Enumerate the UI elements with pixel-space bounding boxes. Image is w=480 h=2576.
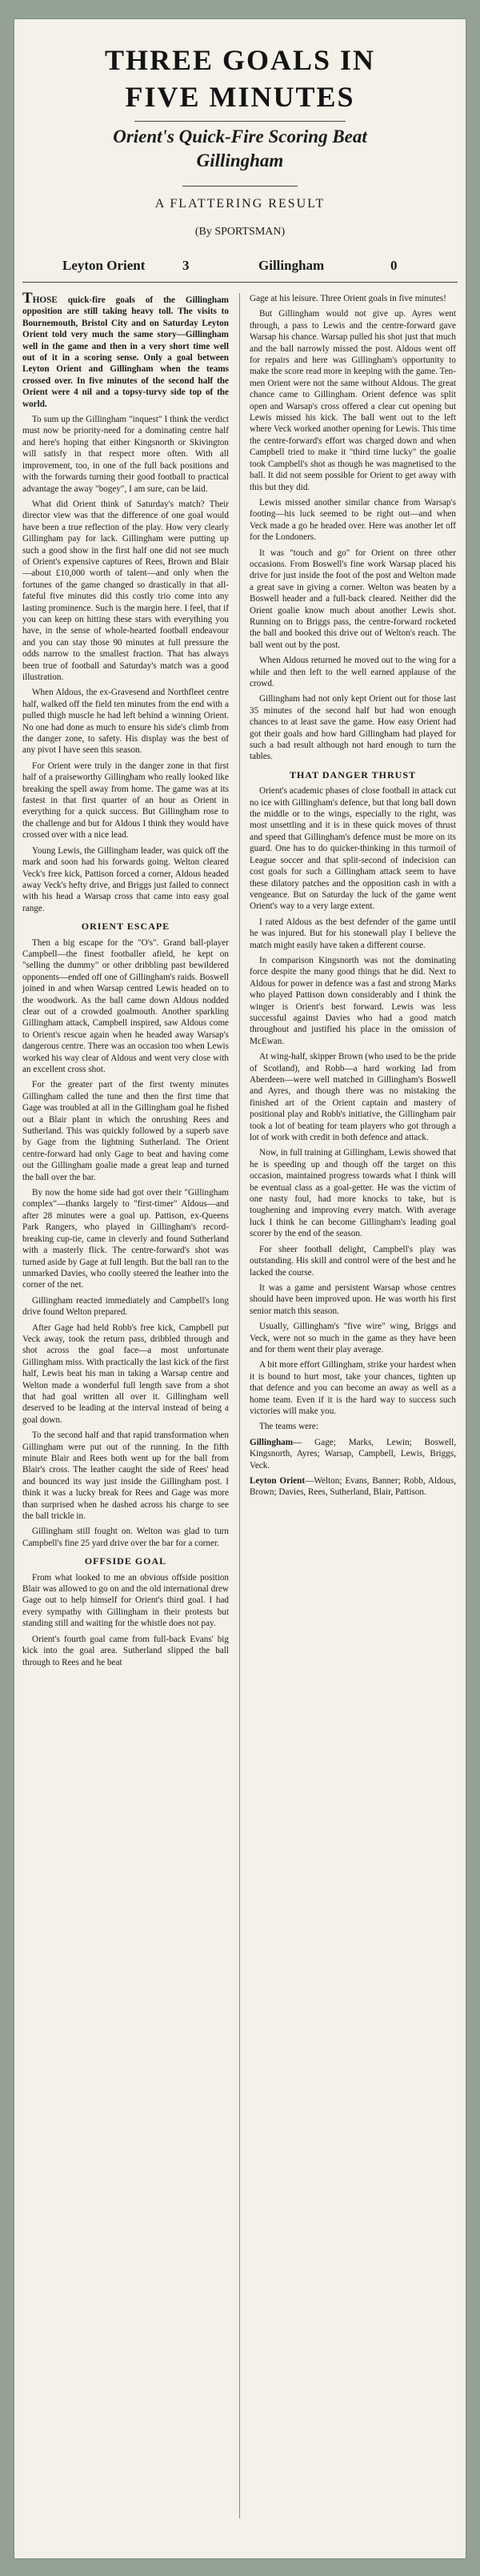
article-paragraph: After Gage had held Robb's free kick, Campbell put Veck away, took the return pass, dribbled through and shot across the goal face—a most unfortunate Gillingham miss. With practically the last kick of the first half, Lewis beat his man in taking a Warsap centre and Welton made a wonderful full length save from a shot that had goal written all over it. Gillingham well deserved to be leading at the interval instead of being a goal down. (22, 1322, 229, 1425)
subheadline-line-2: Gillingham (196, 150, 284, 171)
byline: (By SPORTSMAN) (194, 226, 286, 238)
article-paragraph: Gillingham still fought on. Welton was glad to turn Campbell's fine 25 yard drive over the bar for a corner. (22, 1527, 229, 1548)
article-paragraph: In comparison Kingsnorth was not the dominating force despite the many good things that he did. Next to Aldous for power in defence was a fast and strong Marks who played Pattison down considerably and I think the winger is Orient's best forward. Lewis was less successful against Davies who had a good match throughout and justified his place in the omission of McEwan. (250, 955, 456, 1046)
score-rule (22, 282, 458, 283)
team-list-gillingham (250, 1437, 456, 1471)
article-paragraph: From what looked to me an obvious offside position Blair was allowed to go on and the old international drew Gage out to help himself for Orient's third goal. I had every sympathy with Gillingham in their protests but standing still and waiting for the whistle does not pay. (22, 1572, 229, 1629)
article-paragraph: Gage at his leisure. Three Orient goals in five minutes! (250, 294, 446, 303)
article-paragraph: A bit more effort Gillingham, strike your hardest when it is bound to hurt most, take your chances, tighten up that defence and you can become an away as well as a home team. Even if it is the hard way to success such victories will make you. (250, 1360, 456, 1416)
headline-line-1: THREE GOALS IN (104, 44, 376, 76)
article-paragraph: It was a game and persistent Warsap whose centres should have been improved upon. He was worth his first senior match this season. (250, 1282, 456, 1316)
subheadline-rule (182, 186, 298, 187)
article-paragraph: Now, in full training at Gillingham, Lewis showed that he is speeding up and though off the target on this occasion, maintained progress towards what I think will be eventual class as a goal-getter. He was the victim of one nasty foul, had more knocks to take, but is toughening and improving every match. With average luck I think he can become Gillingham's leading goal scorer by the end of the season. (250, 1148, 456, 1239)
team-players: —Welton; Evans, Banner; Robb, Aldous, Brown; Davies, Rees, Sutherland, Blair, Pattison. (250, 1476, 456, 1498)
lead-text: HOSE quick-fire goals of the Gillingham opposition are still taking heavy toll. The visits to Bournemouth, Bristol City and on Saturday Leyton Orient told very much the same story—Gillingham well in the game and then in a very short time well out of it in a scoring sense. Only a goal between Leyton Orient and Gillingham when the teams crossed over. In five minutes of the second half the Orient were 4 nil and a topsy-turvy side top of the world. (22, 295, 229, 409)
team-players: — Gage; Marks, Lewin; Boswell, Kingsnorth, Ayres; Warsap, Campbell, Lewis, Briggs, Veck. (250, 1437, 456, 1471)
subheadline-line-1: Orient's Quick-Fire Scoring Beat (113, 126, 367, 146)
article-paragraph: Lewis missed another similar chance from Warsap's footing—his luck seemed to be right out—and when Veck made a go he headed over. Here was another let off for the Londoners. (250, 497, 456, 543)
article-paragraph: By now the home side had got over their "Gillingham complex"—thanks largely to "first-timer" Aldous—and after 28 minutes were a goal up. Pattison, ex-Queens Park Rangers, who played in Gillingham's record-breaking cup-tie, came in cleverly and found Sutherland with a masterly flick. The centre-forward's shot was turned aside by Gage at full length. But the ball ran to the unmarked Davies, who coolly steered the leather into the corner of the net. (22, 1188, 229, 1290)
article-paragraph: For sheer football delight, Campbell's play was outstanding. His skill and control were of the best and he lacked the course. (250, 1244, 456, 1278)
section-heading: THAT DANGER THRUST (289, 768, 417, 780)
article-paragraph: When Aldous returned he moved out to the wing for a while and then left to the well earned applause of the crowd. (250, 656, 456, 688)
score-home-team: Leyton Orient (62, 258, 146, 273)
left-column (22, 290, 229, 1672)
article-paragraph: To the second half and that rapid transformation when Gillingham were put out of the running. In the fifth minute Blair and Rees both went up for the ball from Blair's cross. The leather caught the side of Rees' head and bounced its way just inside the Gillingham post. I think it was a lucky break for Rees and Gage was more than surprised when he dashed across his charge to see the ball trickle in. (22, 1430, 229, 1522)
article-paragraph: It was "touch and go" for Orient on three other occasions. From Boswell's fine work Warsap placed his drive for just inside the foot of the post and Welton made a great save in giving a corner. Welton was beaten by a Boswell header and a full-back cleared. Neither did the Orient goalie know much about another Lewis shot. Running on to Briggs pass, the centre-forward rocketed the ball and booked this drive out of Welton's reach. The ball went out by the post. (250, 548, 456, 650)
article-paragraph: For the greater part of the first twenty minutes Gillingham called the tune and then the first time that Gage was troubled at all in the Gillingham goal he fished out a Blair plant in which the onrushing Rees and Sutherland. This was quickly followed by a superb save by Gage from the lightning Sutherland. The Orient centre-forward had only Gage to beat and having come out the Gillingham goalie made a great leap and turned the ball over the bar. (22, 1080, 229, 1182)
headline (14, 42, 466, 115)
article-paragraph: For Orient were truly in the danger zone in that first half of a praiseworthy Gillingham who really looked like breaking the spell away from home. The game was at its fastest in that first quarter of an hour as Orient in everything for a quick success. But Gillingham rose to the challenge and but for Aldous I think they would have crossed over with a nice lead. (22, 760, 229, 841)
subheadline (14, 125, 466, 173)
article-paragraph: What did Orient think of Saturday's match? Their director view was that the difference of one goal would have been a true reflection of the play. How very clearly Gillingham pay for lack. Gillingham were putting up such a good show in the first half one did not see much of Orient's expensive captures of Rees, Brown and Blair—about £10,000 worth of talent—and only when the fortunes of the game changed so drastically in that all-fateful five minutes did this costly trio come into any lasting prominence. Such is the margin here. I feel, that if you can keep on hitting these stars with everything you have, in the sense of whole-hearted football endeavour and you can stay those 90 minutes at full pressure the odds narrow to the smallest fraction. That has always been true of football and Saturday's match was a good illustration. (22, 499, 229, 682)
lead-paragraph (22, 290, 229, 410)
column-divider (239, 293, 240, 2518)
right-column (250, 293, 456, 1503)
team-name: Leyton Orient (250, 1476, 306, 1486)
article-paragraph: Gillingham reacted immediately and Campbell's long drive found Welton prepared. (22, 1295, 229, 1318)
article-paragraph: Usually, Gillingham's "five wire" wing, Briggs and Veck, were not so much in the game as they have been and for them went their play average. (250, 1322, 456, 1354)
article-paragraph: But Gillingham would not give up. Ayres went through, a pass to Lewis and the centre-forward gave Warsap his chance. Warsap pulled his shot just that much and the ball narrowly missed the post. Aldous went off for repairs and here was Gillingham's opportunity to make the score read more in keeping with the game. Ten-men Orient were not the same without Aldous. The great chance came to Gillingham. Orient defence was split open and Warsap's cross offered a clear cut opening but Lewis missed his kick. The ball went out to the left where Veck worked another opening for Lewis. This time the centre-forward's effort was charged down and when Campbell tried to make it "third time lucky" the goalie took Campbell's shot as though he was magnetised to the ball. It did not seem possible for Orient to get away with this but they did. (250, 309, 456, 492)
article-paragraph: Young Lewis, the Gillingham leader, was quick off the mark and soon had his forwards going. Welton cleared Veck's free kick, Pattison forced a corner, Aldous headed away Veck's hefty drive, and Briggs just failed to connect with his head a Warsap cross that came into easy goal range. (22, 845, 229, 913)
headline-line-2: FIVE MINUTES (125, 81, 355, 113)
kicker: A FLATTERING RESULT (154, 197, 326, 211)
team-name: Gillingham (250, 1437, 294, 1447)
article-paragraph: When Aldous, the ex-Gravesend and Northfleet centre half, walked off the field ten minutes from the end with a pulled thigh muscle he had left behind a winning Orient. No one had done as much to ensure his side's climb from the danger zone, to safety. His display was the best of any pivot I have seen this season. (22, 688, 229, 756)
article-paragraph: Orient's fourth goal came from full-back Evans' big kick into the goal area. Sutherland slipped the ball through to Rees and he beat (22, 1634, 229, 1667)
article-paragraph: Then a big escape for the "O's". Grand ball-player Campbell—the finest footballer afield, he kept on "selling the dummy" or other dribbling past bewildered opponents—ended off one of Gillingham's raids. Boswell joined in and when Warsap centred Lewis headed on to the woodwork. As the ball came down Aldous nodded clear out of a crowded goalmouth. Another sparkling Gillingham attack, Campbell inspired, saw Aldous come to Orient's rescue again when he headed away Warsap's dangerous centre. There was an occasion too when Lewis worked his way clear of Aldous and went very close with an excellent cross shot. (22, 937, 229, 1074)
article-paragraph: The teams were: (259, 1422, 318, 1432)
section-heading: OFFSIDE GOAL (84, 1555, 167, 1567)
score-away-team: Gillingham (258, 258, 325, 273)
team-list-orient (250, 1475, 456, 1499)
article-paragraph: To sum up the Gillingham "inquest" I think the verdict must now be priority-need for a dominating centre half and here's hoping that either Kingsnorth or Skivington will satisfy in that respect more often. With all improvement, too, in one of the full back positions and with the forwards turning their good football to practical advantage the away "bogey", I am sure, can be laid. (22, 415, 229, 494)
headline-rule (134, 121, 346, 122)
drop-cap: T (22, 290, 33, 307)
section-heading: ORIENT ESCAPE (81, 921, 170, 933)
article-paragraph: Gillingham had not only kept Orient out for those last 35 minutes of the second half but had won enough chances to at least save the game. How easy Orient had got their goals and how hard Gillingham had played for such a bad result although not hard enough to turn the tables. (250, 694, 456, 762)
article-paragraph: I rated Aldous as the best defender of the game until he was injured. But for his stonewall play I believe the match might easily have taken a different course. (250, 917, 456, 950)
article-paragraph: At wing-half, skipper Brown (who used to be the pride of Scotland), and Robb—a hard working lad from Aberdeen—were well matched in Gillingham's Boswell and Ayres, and though there was no mistaking the finished art of the Orient captain and mastery of positional play and Robb's initiative, the Gillingham pair took a lot of beating for team players who got through a lot of work with credit in both defence and attack. (250, 1052, 456, 1143)
score-home-goals: 3 (182, 258, 190, 273)
article-paragraph: Orient's academic phases of close football in attack cut no ice with Gillingham's defence, but that long ball down the middle or to the wings, especially to the right, was most unsettling and it is in these quick moves of thrust and speed that Gillingham's defence must be more on its guard. One has to do quicker-thinking in this turmoil of League soccer and that split-second of indecision can cost goals for such a Gillingham attack seem to have these dilatory patches and the opposition cash in with a vengeance. But on Saturday the luck of the game went Orient's way to a very large extent. (250, 786, 456, 912)
score-away-goals: 0 (390, 258, 398, 273)
newspaper-clipping (14, 19, 466, 2558)
